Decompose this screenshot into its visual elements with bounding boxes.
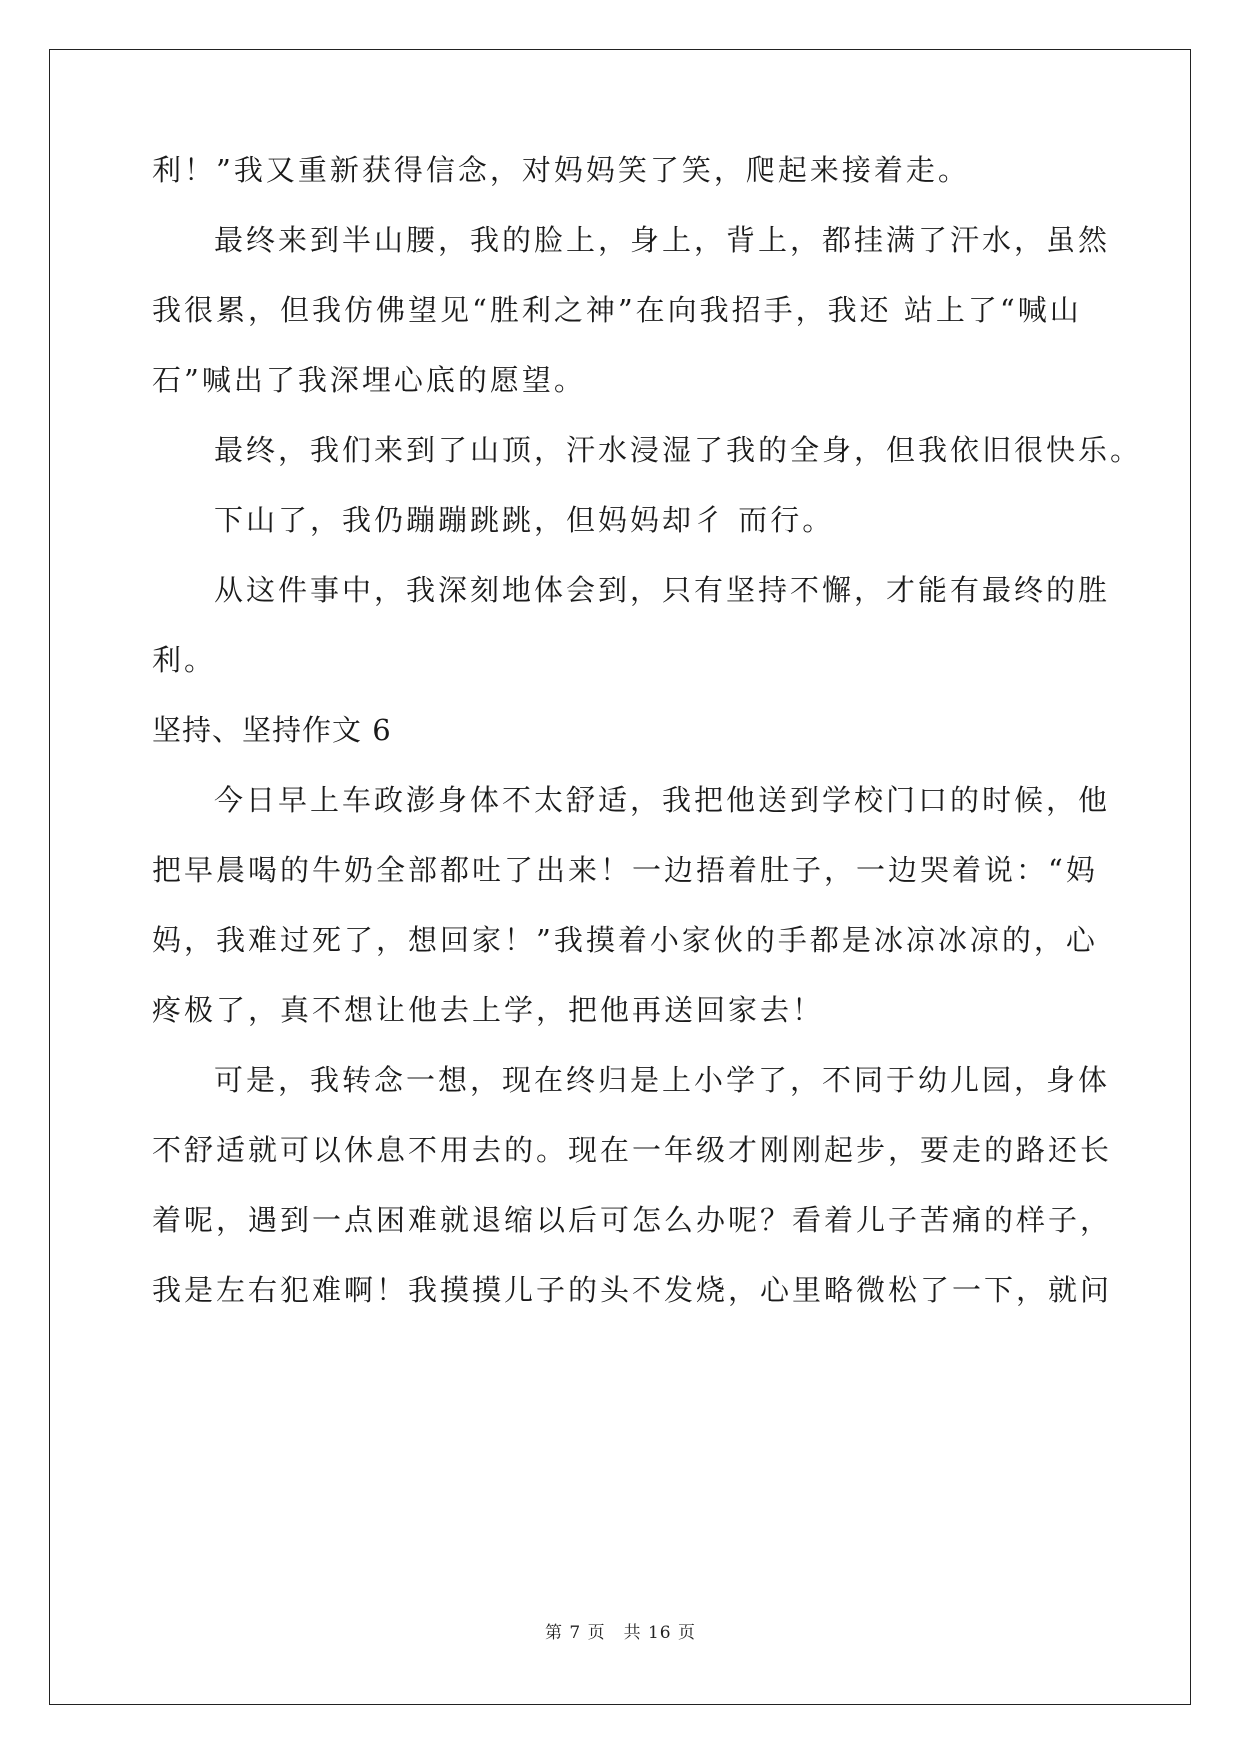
text-line: 我很累，但我仿佛望见“胜利之神”在向我招手，我还 站上了“喊山 [152, 293, 1082, 327]
paragraph-line: 下山了，我仍蹦蹦跳跳，但妈妈却彳 而行。 [214, 503, 835, 537]
paragraph-line: 从这件事中，我深刻地体会到，只有坚持不懈，才能有最终的胜 [214, 573, 1111, 607]
page-footer [0, 1618, 1241, 1643]
paragraph-line: 可是，我转念一想，现在终归是上小学了，不同于幼儿园，身体 [214, 1063, 1111, 1097]
paragraph-line: 最终来到半山腰，我的脸上，身上，背上，都挂满了汗水，虽然 [214, 223, 1111, 257]
paragraph-line: 最终，我们来到了山顶，汗水浸湿了我的全身，但我依旧很快乐。 [214, 433, 1143, 467]
text-line: 利。 [152, 643, 217, 677]
text-line: 妈，我难过死了，想回家！”我摸着小家伙的手都是冰凉冰凉的，心 [152, 923, 1098, 957]
current-page-number: 第 7 页 [544, 1623, 606, 1643]
text-line: 着呢，遇到一点困难就退缩以后可怎么办呢？看着儿子苦痛的样子， [152, 1203, 1113, 1237]
text-line: 疼极了，真不想让他去上学，把他再送回家去！ [152, 993, 825, 1027]
text-line: 把早晨喝的牛奶全部都吐了出来！一边捂着肚子，一边哭着说：“妈 [152, 853, 1098, 887]
text-line: 我是左右犯难啊！我摸摸儿子的头不发烧，心里略微松了一下，就问 [152, 1273, 1113, 1307]
text-line: 石”喊出了我深埋心底的愿望。 [152, 363, 586, 397]
text-line: 利！”我又重新获得信念，对妈妈笑了笑，爬起来接着走。 [152, 153, 970, 187]
text-line: 不舒适就可以休息不用去的。现在一年级才刚刚起步，要走的路还长 [152, 1133, 1113, 1167]
total-page-count: 共 16 页 [623, 1623, 697, 1643]
section-heading: 坚持、坚持作文 6 [152, 713, 392, 747]
paragraph-line: 今日早上车政澎身体不太舒适，我把他送到学校门口的时候，他 [214, 783, 1111, 817]
